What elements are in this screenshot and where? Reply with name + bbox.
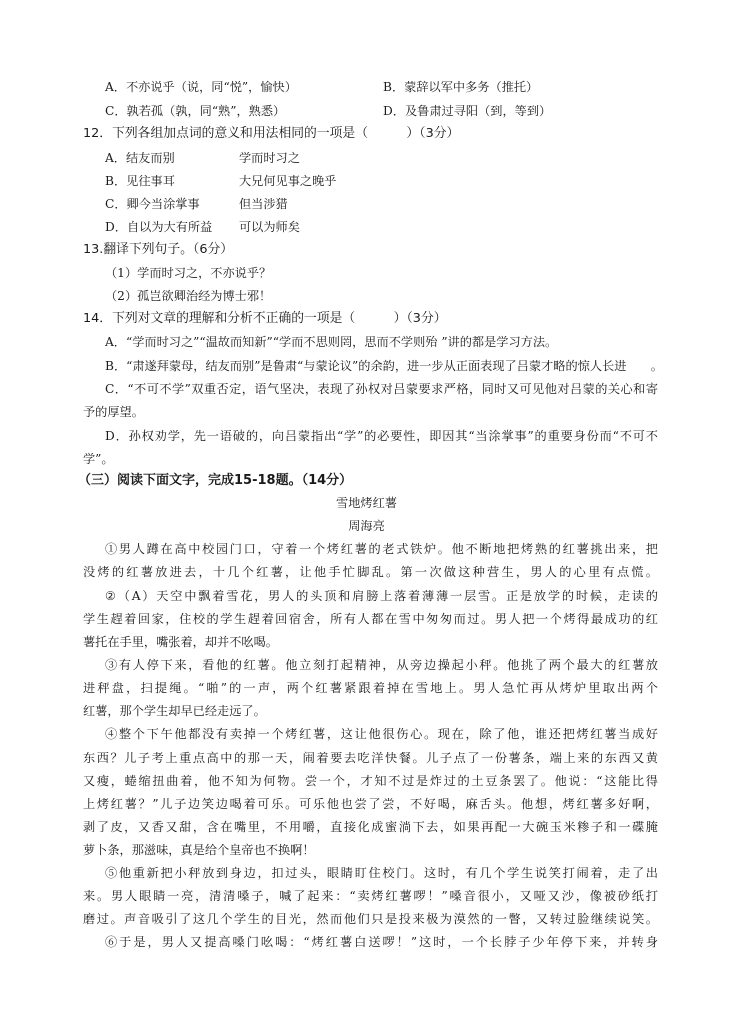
q14-option-d-cont: 学”。 [83, 452, 114, 466]
paragraph-line: ③有人停下来，看他的红薯。他立刻打起精神，从旁边操起小秤。他挑了两个最大的红薯放 [105, 658, 658, 672]
q11-option-a: A．不亦说乎（说，同“悦”，愉快） [105, 80, 297, 94]
paragraph-line: ①男人蹲在高中校园门口，守着一个烤红薯的老式铁炉。他不断地把烤熟的红薯挑出来，把 [105, 542, 658, 556]
q14-stem: 14．下列对文章的理解和分析不正确的一项是（ ）（3分） [83, 311, 447, 326]
q14-option-c: C．“不可不学”双重否定，语气坚决，表现了孙权对吕蒙要求严格，同时又可见他对吕蒙的关心和寄 [105, 382, 658, 396]
q13-item-1: （1）学而时习之，不亦说乎？ [105, 266, 272, 280]
q11-option-d: D．及鲁肃过寻阳（到，等到） [383, 104, 552, 118]
q12-option-c-pair: 但当涉猎 [239, 197, 288, 211]
q12-option-a-pair: 学而时习之 [239, 151, 300, 165]
paragraph-line: ⑤他重新把小秤放到身边，扣过头，眼睛盯住校门。这时，有几个学生说笑打闹着，走了出 [105, 866, 658, 880]
paragraph-line: ⑥于是，男人又提高嗓门吆喝：“烤红薯白送啰！”这时，一个长脖子少年停下来，并转身 [105, 935, 658, 949]
paragraph-line: 红薯，那个学生却早已经走远了。 [83, 704, 266, 718]
paragraph-line: 剥了皮，又香又甜，含在嘴里，不用嚼，直接化成蜜淌下去，如果再配一大碗玉米糁子和一碟腌 [83, 820, 658, 834]
paragraph-line: ②（A）天空中飘着雪花，男人的头顶和肩膀上落着薄薄一层雪。正是放学的时候，走读的 [105, 589, 658, 603]
paragraph-line: 学生趕着回家，住校的学生趕着回宿舍，所有人都在雪中匆匆而过。男人把一个烤得最成功的红 [83, 612, 658, 626]
q12-option-d-label: D．自以为大有所益 [105, 220, 213, 234]
paragraph-line: 薯托在手里，嘴张着，却并不吆喝。 [83, 635, 278, 649]
q12-option-a-label: A．结友而别 [105, 151, 175, 165]
paragraph-line: 进秤盘，扫提绳。“啪”的一声，两个红薯紧跟着掉在雪地上。男人急忙再从烤炉里取出两个 [83, 681, 658, 695]
paragraph-line: ④整个下午他都没有卖掉一个烤红薯，这让他很伤心。现在，除了他，谁还把烤红薯当成好 [105, 727, 658, 741]
q14-option-d: D．孙权劝学，先一语破的，向吕蒙指出“学”的必要性，即因其“当涂掌事”的重要身份而“不可不 [105, 429, 658, 443]
paragraph-line: 又瘦，蜷缩扭曲着，他不知为何物。尝一个，才知不过是炸过的土豆条罢了。他说：“这能比得 [83, 774, 658, 788]
paragraph-line: 来。男人眼睛一亮，清清嗓子，喊了起来：“卖烤红薯啰！”嗓音很小，又哑又沙，像被砂纸打 [83, 889, 658, 903]
article-title: 雪地烤红薯 [336, 496, 397, 510]
q11-option-b: B．蒙辞以军中多务（推托） [383, 80, 539, 94]
q12-option-c-label: C．卿今当涂掌事 [105, 197, 200, 211]
paragraph-line: 上烤红薯？”儿子边笑边喝着可乐。可乐他也尝了尝，不好喝，麻舌头。他想，烤红薯多好啊， [83, 797, 658, 811]
q12-option-d-pair: 可以为师矣 [239, 220, 300, 234]
q12-option-b-pair: 大兄何见事之晚乎 [239, 174, 337, 188]
q14-option-c-cont: 予的厚望。 [83, 405, 144, 419]
paragraph-line: 磨过。声音吸引了这几个学生的目光，然而他们只是投来极为漠然的一瞥，又转过脸继续说笑。 [83, 912, 658, 926]
article-author: 周海亮 [348, 519, 385, 533]
section-heading: （三）阅读下面文字，完成15-18题。（14分） [78, 473, 353, 488]
q14-option-b: B．“肃遂拜蒙母，结友而别”是鲁肃“与蒙论议”的余韵，进一步从正面表现了吕蒙才略的惊人长进 。 [105, 359, 663, 373]
q12-option-b-label: B．见往事耳 [105, 174, 175, 188]
q14-option-a: A．“学而时习之”“温故而知新”“学而不思则罔，思而不学则殆 ”讲的都是学习方法。 [105, 335, 558, 349]
q13-item-2: （2）孤岂欲卿治经为博士邪！ [105, 289, 272, 303]
q12-stem: 12．下列各组加点词的意义和用法相同的一项是（ ）（3分） [83, 126, 460, 141]
paragraph-line: 没烤的红薯放进去，十几个红薯，让他手忙脚乱。第一次做这种营生，男人的心里有点慌。 [83, 565, 658, 579]
q11-option-c: C．孰若孤（孰，同“熟”，熟悉） [105, 104, 286, 118]
paragraph-line: 东西？儿子考上重点高中的那一天，闹着要去吃洋快餐。儿子点了一份薯条，端上来的东西又黄 [83, 751, 658, 765]
q13-stem: 13.翻译下列句子。（6分） [83, 242, 234, 257]
paragraph-line: 萝卜条，那滋味，真是给个皇帝也不换啊！ [83, 843, 315, 857]
